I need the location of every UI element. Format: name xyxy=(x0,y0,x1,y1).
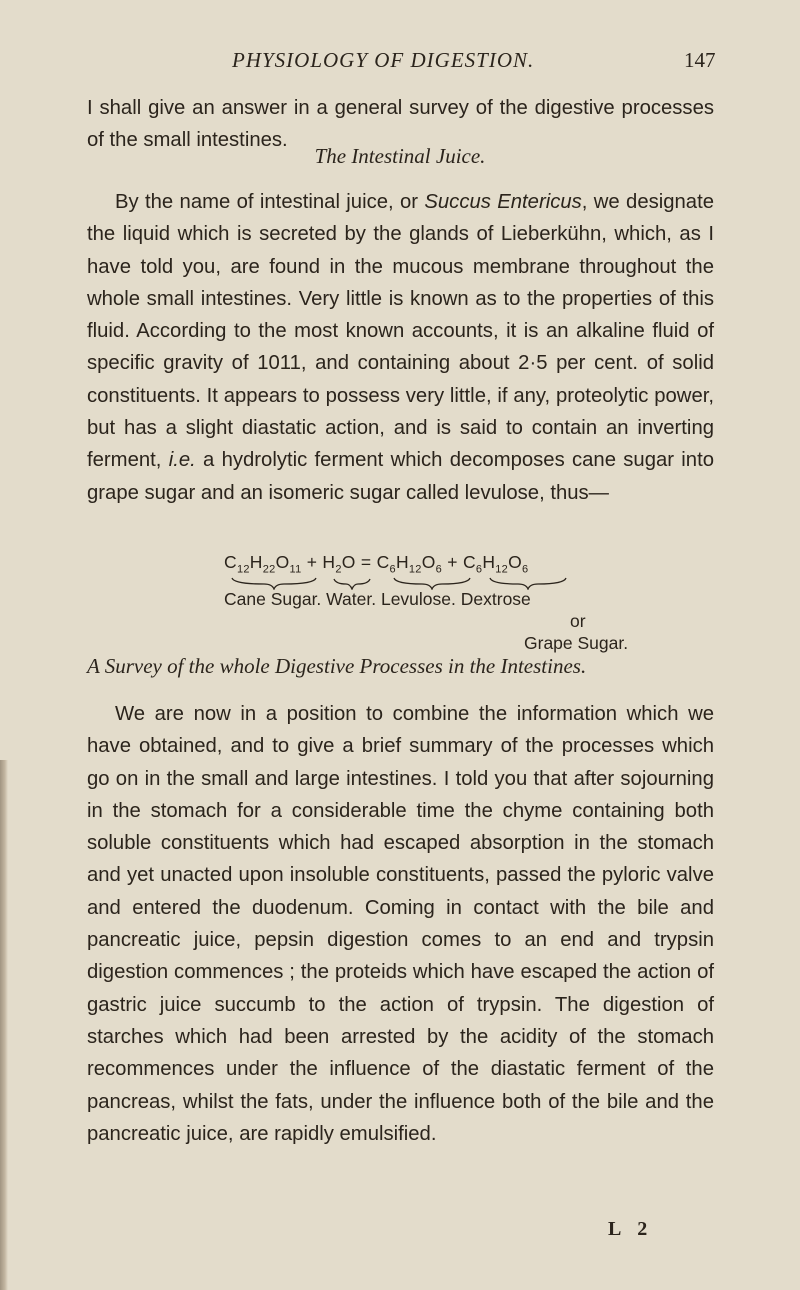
section-heading-text: The Intestinal Juice. xyxy=(314,144,486,168)
running-head: PHYSIOLOGY OF DIGESTION. xyxy=(232,48,535,72)
label-water: Water. xyxy=(326,589,377,609)
equation-labels xyxy=(224,588,628,654)
signature-mark: L 2 xyxy=(608,1218,654,1240)
page-header xyxy=(0,44,800,84)
page-number: 147 xyxy=(684,48,716,72)
paragraph-intestinal-juice-text: By the name of intestinal juice, or Succus Entericus, we designate the liquid which is secreted by the glands of Lieberkühn, which, as I have told you, are found in the mucous membrane throughout the whole small intestines. Very little is known as to the properties of this fluid. According to the most known accounts, it is an alkaline fluid of specific gravity of 1011, and containing about 2·5 per cent. of solid constituents. It appears to possess very little, if any, proteolytic power, but has a slight diastatic action, and is said to contain an inverting ferment, i.e. a hydrolytic ferment which decomposes cane sugar into grape sugar and an isomeric sugar called levulose, thus— xyxy=(87,191,715,504)
paragraph-intestinal-juice xyxy=(87,186,714,509)
dextrose-formula: $C_6H_{12}O_6$ xyxy=(462,552,529,576)
label-levulose: Levulose. xyxy=(380,589,456,609)
label-or: or xyxy=(570,611,586,631)
label-dextrose: Dextrose xyxy=(460,589,531,609)
page-edge-shadow xyxy=(0,760,8,1290)
water-formula: $H_2O$ xyxy=(322,552,356,576)
section-heading-intestinal-juice xyxy=(0,144,800,169)
levulose-formula: $C_6H_{12}O_6$ xyxy=(376,552,443,576)
paragraph-intro-text: I shall give an answer in a general survey of the digestive processes of the small intestines. xyxy=(87,97,714,152)
label-cane-sugar: Cane Sugar. xyxy=(224,589,322,609)
section-heading-survey-text: A Survey of the whole Digestive Processes in the Intestines. xyxy=(87,654,587,678)
cane-sugar-formula: $C_{12}H_{22}O_{11}$ xyxy=(224,552,302,576)
paragraph-survey-text: We are now in a position to combine the information which we have obtained, and to give a brief summary of the processes which go on in the small and large intestines. I told you that after sojourning in the stomach for a considerable time the chyme containing both soluble constituents which had escaped absorption in the stomach and yet unacted upon insoluble constituents, passed the pyloric valve and entered the duodenum. Coming in contact with the bile and pancreatic juice, pepsin digestion comes to an end and trypsin digestion commences ; the proteids which have escaped the action of gastric juice succumb to the action of trypsin. The digestion of starches which had been arrested by the acidity of the stomach recommences under the influence of the diastatic ferment of the pancreas, whilst the fats, under the influence both of the bile and the pancreatic juice, are rapidly emulsified. xyxy=(87,703,714,1145)
chemical-equation: $C_{12}H_{22}O_{11} + H_2O = C_6H_{12}O_6 + C_6H_{12}O_6$ xyxy=(224,552,529,576)
label-grape-sugar: Grape Sugar. xyxy=(524,633,629,653)
section-heading-survey xyxy=(87,654,727,679)
paragraph-survey xyxy=(87,698,714,1150)
